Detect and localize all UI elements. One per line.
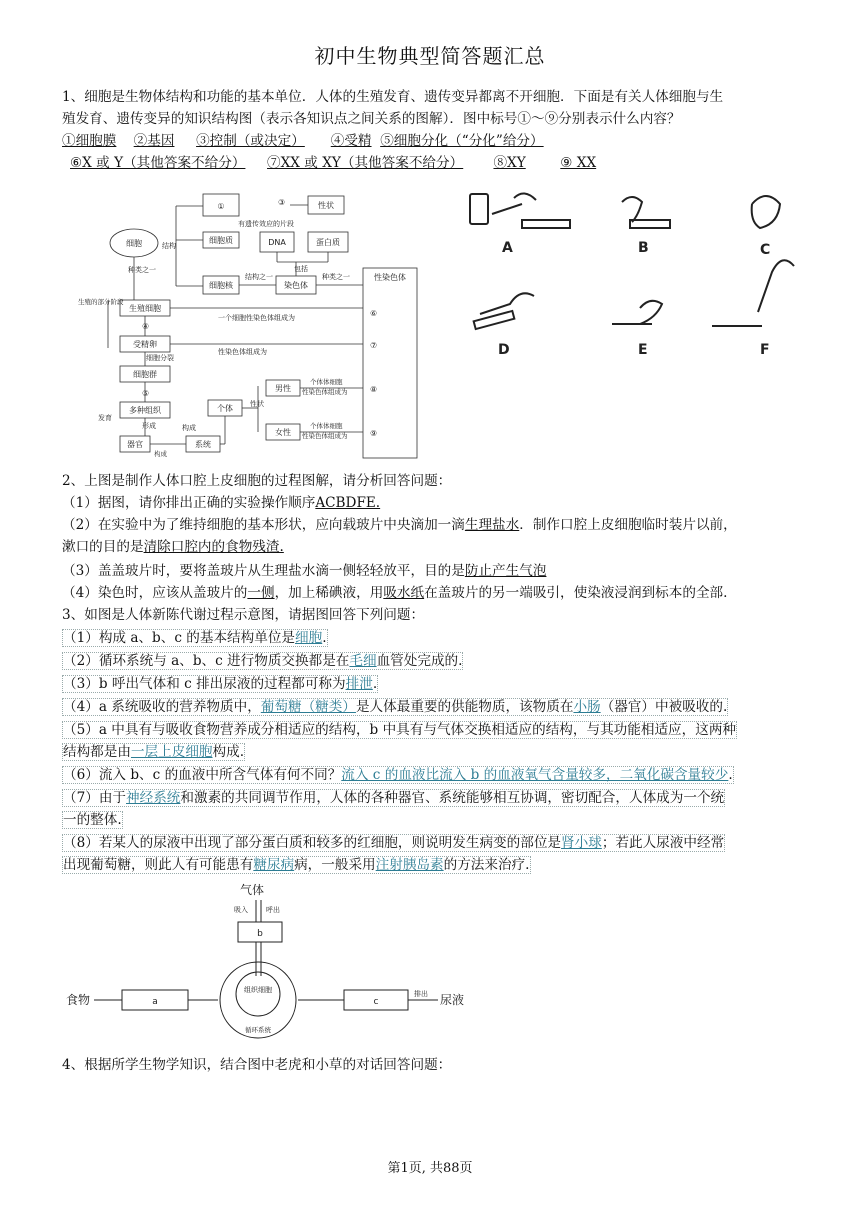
label-7: ⑦ [370,341,378,350]
q3-sub6-post: . [728,767,733,783]
protein-label: 蛋白质 [316,238,340,247]
cell-division-label: 细胞分裂 [146,354,174,362]
q3-sub8-box2 [62,856,531,874]
q3-sub8-answer2: 糖尿病 [253,857,295,873]
q2-stem: 2、上图是制作人体口腔上皮细胞的过程图解，请分析回答问题： [62,473,452,489]
q3-sub4-post: （器官）中被吸收的. [600,699,728,715]
tissue-cell-label: 组织细胞 [244,986,272,994]
q3-sub4-answer2: 小肠 [573,699,601,715]
q3-sub4 [62,696,810,718]
q2-sub2-post: ．制作口腔上皮细胞临时装片以前， [519,517,737,533]
node-a: a [152,997,158,1007]
genetic-fragment-label: 有遗传效应的片段 [238,220,294,228]
q1-answer-2: ②基因 [133,133,175,149]
q3-sub5-line1 [62,719,810,741]
food-label: 食物 [66,993,91,1007]
q3-sub1-box [62,629,328,647]
q1-answers-row1 [62,130,810,152]
label-3: ③ [278,198,286,207]
q3-sub6-box [62,766,734,784]
cell-group-label: 细胞群 [133,370,157,379]
q2-sub2b-answer: 清除口腔内的食物残渣. [143,539,284,555]
label-9: ⑨ [370,429,378,438]
q1-answer-8: ⑧XY [493,155,526,171]
q1-stem-line2: 殖发育、遗传变异的知识结构图（表示各知识点之间关系的图解）．图中标号①～⑨分别表示什么内容？ [62,111,681,127]
q3-sub3-box [62,675,378,693]
q3-sub2-box [62,652,463,670]
q2-sub1 [62,492,810,514]
circulation-label: 循环系统 [245,1026,271,1034]
q3-sub8-answer1: 肾小球 [561,835,602,851]
q3-sub6-answer: 流入 c 的血液比流入 b 的血液氧气含量较多，二氧化碳含量较少 [341,767,729,783]
sex-trait-label: 性状 [250,400,264,408]
q2-sub4 [62,582,810,604]
sex-chrom-comp-label: 性染色体组成为 [302,388,348,396]
step-f-drawing [712,260,794,326]
q2-sub4-text: （4）染色时，应该从盖玻片的 [62,585,248,601]
q3-sub8-line2 [62,854,810,876]
q3-sub8-answer3: 注射胰岛素 [375,857,444,873]
step-c-letter: C [760,242,771,258]
label-4: ④ [142,322,150,331]
structure-label: 结构 [162,242,176,250]
q3-sub1-text: （1）构成 a、b、c 的基本结构单位是 [63,630,296,646]
q1-answer-3: ③控制（或决定） [196,133,305,149]
one-cell-sex-label: 一个细胞性染色体组成为 [218,314,295,322]
metabolism-diagram [62,880,492,1040]
nucleus-label: 细胞核 [209,281,233,290]
q1-answer-9: ⑨ XX [560,155,597,171]
sex-comp-label: 性染色体组成为 [218,348,267,356]
zygote-label: 受精卵 [133,340,157,349]
step-f-letter: F [760,342,770,358]
q2-sub2b-text: 漱口的目的是 [62,539,144,555]
q3-sub6 [62,764,810,786]
q3-sub7-line2 [62,809,810,831]
q3-sub7 [62,787,810,809]
q2-sub2-line2 [62,536,810,558]
q3-sub3-post: . [372,676,378,692]
step-d-drawing [474,293,534,329]
q3-sub7-answer: 神经系统 [126,790,181,806]
cell-label: 细胞 [126,239,142,248]
q2-sub4-answer1: 一侧 [247,585,275,601]
q2-sub4-post: 在盖玻片的另一端吸引，使染液浸润到标本的全部. [424,585,728,601]
step-b-drawing [622,197,670,228]
repro-stage-label: 生殖的部分阶段 [78,298,124,306]
compose-label-2: 构成 [182,424,196,432]
dna-label: DNA [268,238,286,247]
individual-label: 个体 [217,404,233,413]
inhale-label: 吸入 [234,906,248,914]
q2-sub3-text: （3）盖盖玻片时，要将盖玻片从生理盐水滴一侧轻轻放平，目的是 [62,563,465,579]
step-a-letter: A [502,240,513,256]
q3-sub4-answer1: 葡萄糖（糖类） [260,699,356,715]
kind-of-label-2: 种类之一 [128,266,156,274]
structure-of-label: 结构之一 [245,273,273,281]
development-label: 发育 [98,414,112,422]
slide-preparation-figure [462,184,822,364]
q3-sub4-text: （4）a 系统吸收的营养物质中， [63,699,261,715]
excrete-label: 排出 [414,990,428,998]
q2-sub2-text: （2）在实验中为了维持细胞的基本形状，应向载玻片中央滴加一滴 [62,517,465,533]
cytoplasm-label: 细胞质 [209,236,233,245]
q1-answer-7: ⑦XX 或 XY（其他答案不给分） [267,155,464,171]
label-6: ⑥ [370,309,378,318]
trait-label: 性状 [318,201,334,210]
organ-label: 器官 [127,440,143,449]
system-label: 系统 [195,440,211,449]
germ-cell-label: 生殖细胞 [129,304,161,313]
node-b: b [257,929,263,939]
q1-answer-1: ①细胞膜 [62,133,117,149]
female-label: 女性 [275,428,291,437]
q3-sub8-box1 [62,834,725,852]
indiv-cell-label-2: 个体体细胞 [310,422,343,430]
indiv-cell-label: 个体体细胞 [310,378,343,386]
node-c: c [373,997,379,1007]
page-footer: 第1页, 共88页 [387,1161,473,1176]
q3-sub8-text: （8）若某人的尿液中出现了部分蛋白质和较多的红细胞，则说明发生病变的部位是 [63,835,562,851]
step-e-drawing [612,301,662,324]
q3-sub5-text: （5）a 中具有与吸收食物营养成分相适应的结构，b 中具有与气体交换相适应的结构，与其功能相适应，这两种 [63,722,736,738]
q2-sub4-answer2: 吸水纸 [383,585,425,601]
q3-sub8-pre2: 出现葡萄糖，则此人有可能患有 [63,857,254,873]
knowledge-structure-diagram [78,188,438,466]
tissues-label: 多种组织 [129,406,161,415]
q2-sub1-answer: ACBDFE. [315,495,381,511]
q3-sub4-mid: 是人体最重要的供能物质，该物质在 [355,699,574,715]
q3-sub2-text: （2）循环系统与 a、b、c 进行物质交换都是在 [63,653,350,669]
q3-sub2-post: 血管处完成的. [376,653,463,669]
q2-sub2 [62,514,810,536]
q3-sub3-text: （3）b 呼出气体和 c 排出尿液的过程都可称为 [63,676,346,692]
q3-sub6-text: （6）流入 b、c 的血液中所含气体有何不同？ [63,767,342,783]
q3-sub8-post2: 的方法来治疗. [443,857,530,873]
sex-chromosome-label: 性染色体 [374,273,406,282]
q3-sub2 [62,650,810,672]
q3-sub1-post: . [322,630,327,646]
compose-label: 构成 [154,450,167,458]
q2-sub3 [62,560,810,582]
q2-sub3-answer: 防止产生气泡 [464,563,547,579]
q2-sub4-mid: ，加上稀碘液，用 [274,585,384,601]
q3-sub5-pre: 结构都是由 [63,744,131,760]
q3-sub5-answer: 一层上皮细胞 [130,744,213,760]
label-1: ① [217,202,225,211]
q3-sub2-answer: 毛细 [349,653,377,669]
q2-sub2-answer: 生理盐水 [464,517,520,533]
q3-sub8-line1 [62,832,810,854]
q3-sub1-answer: 细胞 [295,630,323,646]
label-8: ⑧ [370,385,378,394]
q3-sub7-box [62,789,725,807]
male-label: 男性 [275,384,291,393]
q3-stem: 3、如图是人体新陈代谢过程示意图，请据图回答下列问题： [62,607,425,623]
q3-sub5-box [62,743,245,761]
kind-of-label: 种类之一 [322,273,350,281]
step-c-drawing [752,196,780,228]
chromosome-label: 染色体 [284,281,308,290]
q3-sub1 [62,627,810,649]
q3-sub7-post: 和激素的共同调节作用，人体的各种器官、系统能够相互协调，密切配合，人体成为一个统 [180,790,725,806]
q3-sub4-box [62,698,728,716]
label-5: ⑤ [142,389,150,398]
step-e-letter: E [638,342,648,358]
q1-answers-row2 [70,152,810,174]
include-label: 包括 [294,265,308,273]
step-b-letter: B [638,240,649,256]
q2-sub1-text: （1）据图，请你排出正确的实验操作顺序 [62,495,316,511]
q1-answer-4: ④受精 [330,133,372,149]
q3-sub7-text: （7）由于 [63,790,127,806]
q1-answer-6: ⑥X 或 Y（其他答案不给分） [70,155,246,171]
urine-label: 尿液 [440,993,465,1007]
step-d-letter: D [498,342,510,358]
exhale-label: 呼出 [266,906,280,914]
gas-label: 气体 [240,883,265,897]
q3-sub7-line2-text: 一的整体. [63,812,122,828]
q4-stem: 4、根据所学生物学知识，结合图中老虎和小草的对话回答问题： [62,1057,452,1073]
q1-stem-line1: 1、细胞是生物体结构和功能的基本单位．人体的生殖发育、遗传变异都离不开细胞．下面是有关人体细胞与生 [62,89,724,105]
q3-sub5-line2 [62,741,810,763]
q1-answer-5: ⑤细胞分化（“分化”给分） [380,133,544,149]
q3-sub8-line1-post: ；若此人尿液中经常 [601,835,725,851]
q3-sub8-mid2: 病，一般采用 [294,857,376,873]
sex-chrom-comp-label-2: 性染色体组成为 [302,432,348,440]
q3-sub3-answer: 排泄 [345,676,373,692]
q3-sub3 [62,673,810,695]
page-title: 初中生物典型简答题汇总 [314,44,546,68]
form-label: 形成 [142,422,156,430]
q3-sub5-post: 构成. [212,744,245,760]
step-a-drawing [470,193,570,228]
